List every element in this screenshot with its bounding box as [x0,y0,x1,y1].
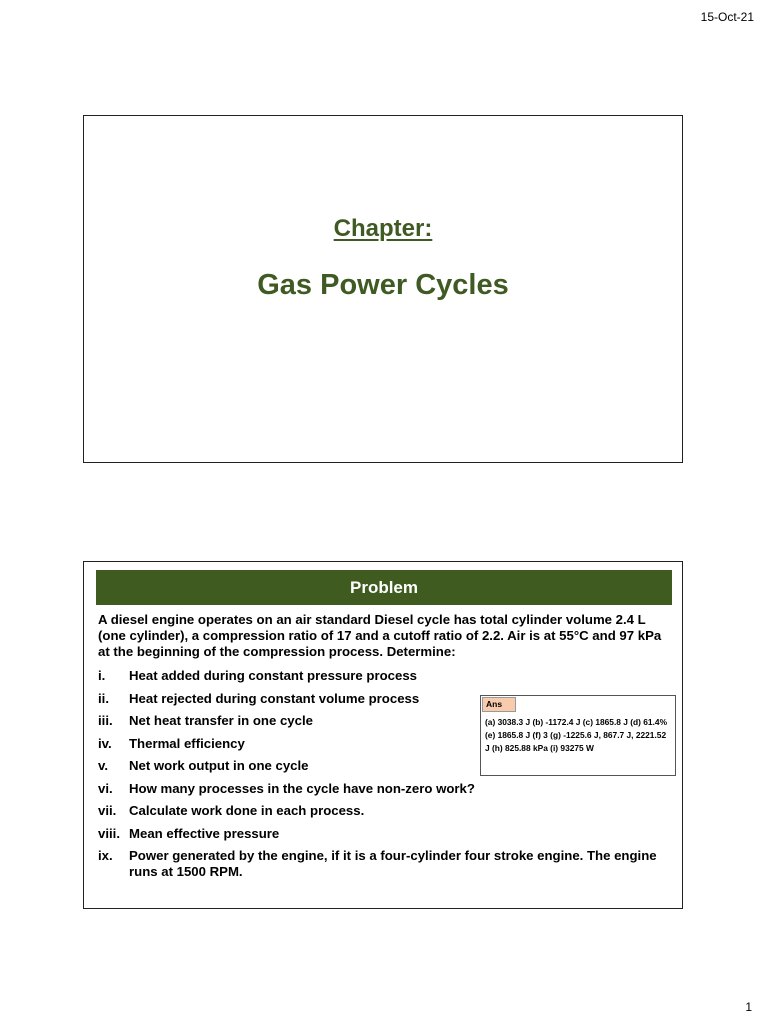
question-number: vii. [98,803,117,818]
question-item [98,668,670,684]
question-text: Net work output in one cycle [129,758,309,773]
question-item [98,848,670,880]
question-number: v. [98,758,109,773]
question-text: Net heat transfer in one cycle [129,713,313,728]
question-number: viii. [98,825,120,841]
question-number: iv. [98,735,112,751]
question-number: ii. [98,690,109,706]
question-text: Heat rejected during constant volume process [129,690,420,706]
answer-text: (a) 3038.3 J (b) -1172.4 J (c) 1865.8 J (d) 61.4% (e) 1865.8 J (f) 3 (g) -1225.6 J, 867.7 J, 2221.52 J (h) 825.88 kPa (i) 93275 W [485,717,668,753]
question-item [98,826,670,842]
answer-label: Ans [482,697,516,712]
question-item [98,781,670,797]
answer-box [480,695,676,776]
title-slide [83,115,683,463]
header-date: 15-Oct-21 [700,10,754,24]
question-text: Calculate work done in each process. [129,803,365,818]
question-text: How many processes in the cycle have non-zero work? [129,780,475,796]
question-text: Heat added during constant pressure process [129,668,418,683]
page-number: 1 [745,1000,752,1014]
problem-slide [83,561,683,909]
question-item [98,803,670,819]
question-text: Thermal efficiency [129,735,245,751]
problem-banner: Problem [96,570,672,605]
chapter-label: Chapter: [333,215,433,242]
question-text: Power generated by the engine, if it is a four-cylinder four stroke engine. The engine runs at 1500 RPM. [129,848,657,879]
question-number: ix. [98,848,113,863]
chapter-title: Gas Power Cycles [257,269,509,301]
question-number: vi. [98,780,113,796]
question-number: iii. [98,713,113,728]
question-text: Mean effective pressure [129,825,280,841]
problem-statement: A diesel engine operates on an air standard Diesel cycle has total cylinder volume 2.4 L (one cylinder), a compression ratio of 17 and a cutoff ratio of 2.2. Air is at 55°C and 97 kPa at the beginning of the compression process. Determine: [98,612,662,659]
question-number: i. [98,668,106,683]
